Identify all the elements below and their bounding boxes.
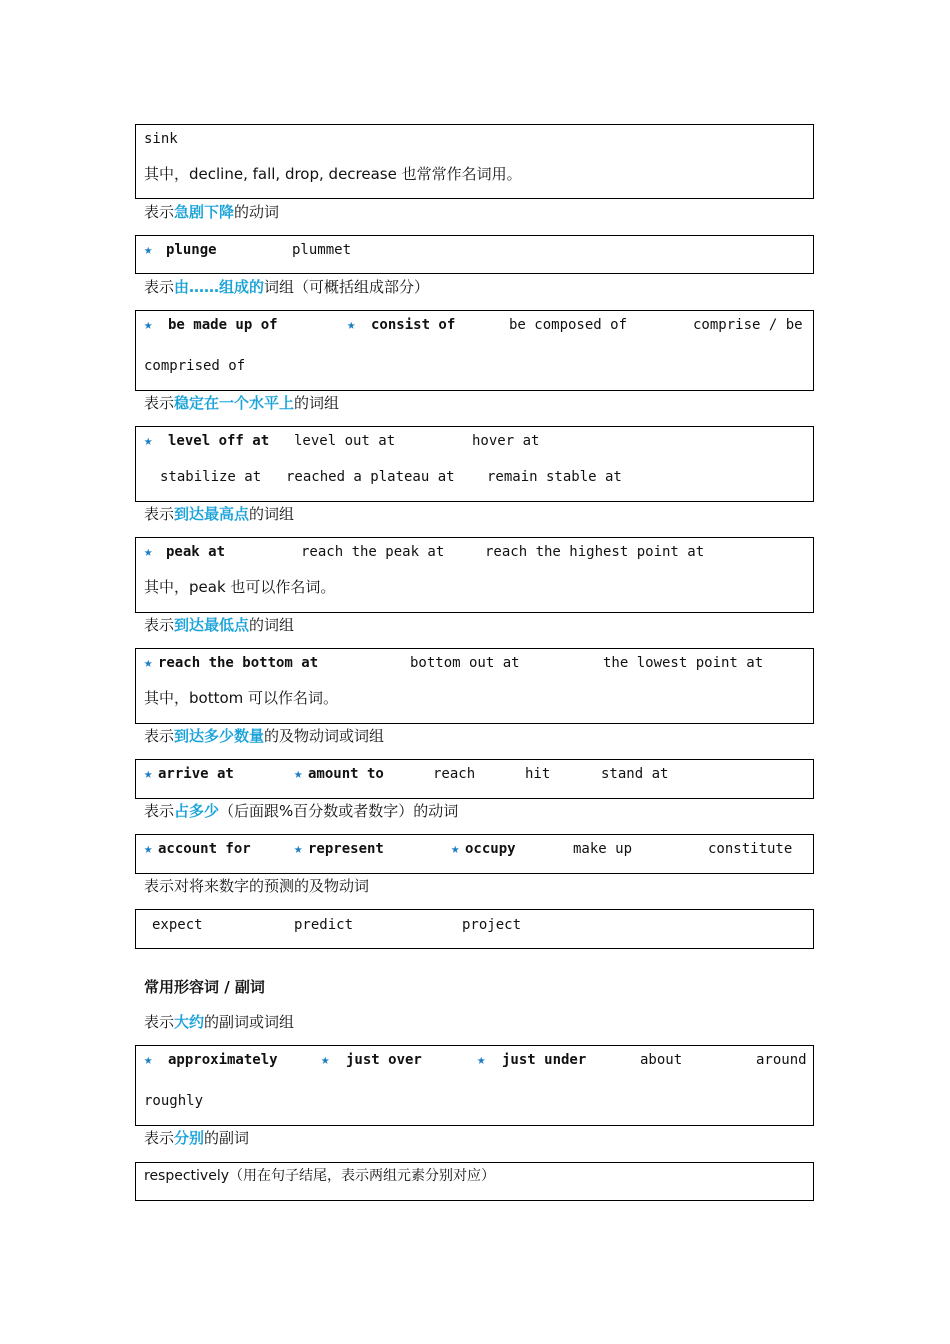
heading-account: 表示占多少（后面跟%百分数或者数字）的动词 [144, 802, 459, 820]
term-reach-the-peak-at: reach the peak at [301, 544, 445, 560]
term-make-up: make up [573, 841, 633, 857]
term-plunge: plunge [166, 242, 217, 258]
star-icon: ★ [144, 242, 153, 258]
term-around: around [756, 1052, 807, 1068]
star-icon: ★ [294, 766, 303, 782]
term-be-made-up-of: be made up of [168, 317, 278, 333]
term-about: about [640, 1052, 683, 1068]
star-icon: ★ [347, 317, 356, 333]
term-reach-highest-point-at: reach the highest point at [485, 544, 705, 560]
term-comprise: comprise / be [693, 317, 803, 333]
term-stand-at: stand at [601, 766, 669, 782]
star-icon: ★ [144, 841, 153, 857]
term-project: project [462, 917, 522, 933]
term-level-off-at: level off at [168, 433, 270, 449]
term-hover-at: hover at [472, 433, 540, 449]
star-icon: ★ [477, 1052, 486, 1068]
star-icon: ★ [144, 1052, 153, 1068]
term-reach: reach [433, 766, 476, 782]
box-sink-line1: sink [144, 131, 178, 147]
term-plummet: plummet [292, 242, 352, 258]
term-account-for: account for [158, 841, 251, 857]
heading-compose: 表示由……组成的词组（可概括组成部分） [144, 278, 430, 296]
box-peak [135, 537, 814, 613]
star-icon: ★ [321, 1052, 330, 1068]
term-predict: predict [294, 917, 354, 933]
box-plunge [135, 235, 814, 274]
term-approximately: approximately [168, 1052, 278, 1068]
term-lowest-point-at: the lowest point at [603, 655, 764, 671]
term-reach-the-bottom-at: reach the bottom at [158, 655, 319, 671]
term-expect: expect [152, 917, 203, 933]
heading-amount: 表示到达多少数量的及物动词或词组 [144, 727, 385, 745]
term-consist-of: consist of [371, 317, 456, 333]
term-be-composed-of: be composed of [509, 317, 628, 333]
term-comprised-of: comprised of [144, 358, 246, 374]
term-peak-at: peak at [166, 544, 226, 560]
term-remain-stable-at: remain stable at [487, 469, 622, 485]
term-stabilize-at: stabilize at [160, 469, 262, 485]
heading-bottom: 表示到达最低点的词组 [144, 616, 295, 634]
box-bottom-note: 其中，bottom 可以作名词。 [144, 689, 339, 707]
star-icon: ★ [144, 544, 153, 560]
term-amount-to: amount to [308, 766, 384, 782]
term-occupy: occupy [465, 841, 516, 857]
term-just-over: just over [346, 1052, 422, 1068]
term-arrive-at: arrive at [158, 766, 234, 782]
term-reached-plateau-at: reached a plateau at [286, 469, 455, 485]
star-icon: ★ [294, 841, 303, 857]
box-peak-note: 其中，peak 也可以作名词。 [144, 578, 336, 596]
star-icon: ★ [144, 766, 153, 782]
section-title: 常用形容词 / 副词 [144, 978, 265, 996]
star-icon: ★ [144, 433, 153, 449]
star-icon: ★ [451, 841, 460, 857]
term-hit: hit [525, 766, 551, 782]
term-level-out-at: level out at [294, 433, 396, 449]
term-represent: represent [308, 841, 384, 857]
box-sink-line2: 其中，decline, fall, drop, decrease 也常常作名词用。 [144, 165, 522, 183]
star-icon: ★ [144, 317, 153, 333]
heading-level: 表示稳定在一个水平上的词组 [144, 394, 340, 412]
heading-approx: 表示大约的副词或词组 [144, 1013, 295, 1031]
heading-predict: 表示对将来数字的预测的及物动词 [144, 877, 370, 895]
box-sink [135, 124, 814, 199]
heading-respectively: 表示分别的副词 [144, 1129, 250, 1147]
term-bottom-out-at: bottom out at [410, 655, 520, 671]
term-respectively: respectively（用在句子结尾，表示两组元素分别对应） [144, 1168, 496, 1184]
term-constitute: constitute [708, 841, 793, 857]
heading-plunge: 表示急剧下降的动词 [144, 203, 280, 221]
heading-peak: 表示到达最高点的词组 [144, 505, 295, 523]
star-icon: ★ [144, 655, 153, 671]
term-just-under: just under [502, 1052, 587, 1068]
term-roughly: roughly [144, 1093, 204, 1109]
